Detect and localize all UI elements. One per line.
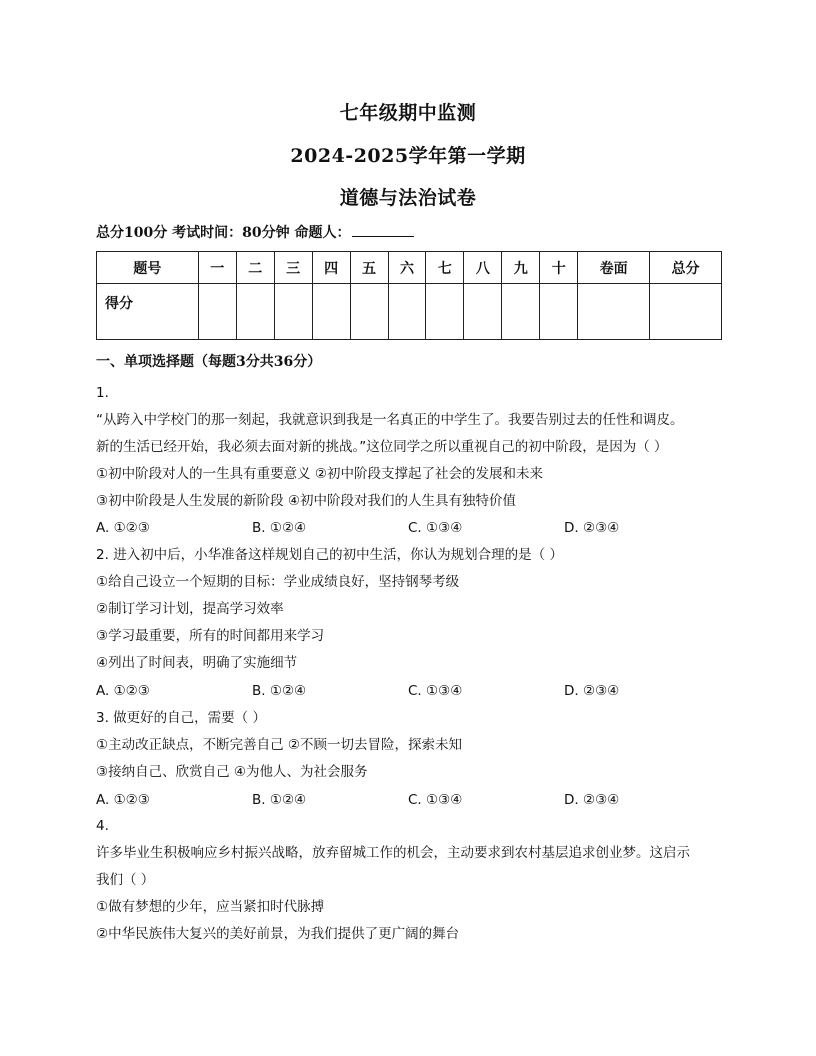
statement-line: ①初中阶段对人的一生具有重要意义 ②初中阶段支撑起了社会的发展和未来: [96, 466, 543, 482]
score-cell[interactable]: [464, 284, 502, 340]
header-cell: 题号: [97, 252, 199, 284]
header-cell: 四: [312, 252, 350, 284]
statement-line: ①给自己设立一个短期的目标：学业成绩良好，坚持钢琴考级: [96, 574, 460, 590]
question-text-line: 2. 进入初中后，小华准备这样规划自己的初中生活，你认为规划合理的是（ ）: [96, 547, 563, 563]
statement-line: ③接纳自己、欣赏自己 ④为他人、为社会服务: [96, 764, 368, 780]
option-b[interactable]: B. ①②④: [252, 520, 307, 536]
header-cell: 七: [426, 252, 464, 284]
score-cell[interactable]: [578, 284, 650, 340]
statement-line: ③学习最重要，所有的时间都用来学习: [96, 628, 325, 644]
option-a[interactable]: A. ①②③: [96, 683, 150, 699]
score-cell[interactable]: [274, 284, 312, 340]
question-number: 1.: [96, 385, 109, 401]
option-c[interactable]: C. ①③④: [408, 520, 463, 536]
option-a[interactable]: A. ①②③: [96, 520, 150, 536]
score-cell[interactable]: [502, 284, 540, 340]
header-cell: 二: [236, 252, 274, 284]
score-cell[interactable]: [312, 284, 350, 340]
score-cell[interactable]: [388, 284, 426, 340]
header-cell: 十: [540, 252, 578, 284]
question-text-line: 新的生活已经开始，我必须去面对新的挑战。”这位同学之所以重视自己的初中阶段，是因为（ ）: [96, 439, 668, 455]
header-cell: 一: [198, 252, 236, 284]
exam-meta: [96, 222, 414, 242]
score-table: [96, 251, 722, 340]
question-text-line: “从跨入中学校门的那一刻起，我就意识到我是一名真正的中学生了。我要告别过去的任性和调皮。: [96, 412, 684, 428]
option-a[interactable]: A. ①②③: [96, 792, 150, 808]
statement-line: ①做有梦想的少年，应当紧扣时代脉搏: [96, 899, 325, 915]
option-c[interactable]: C. ①③④: [408, 792, 463, 808]
exam-meta-text: 总分100分 考试时间：80分钟 命题人：: [96, 225, 351, 241]
score-table-header-row: [97, 252, 722, 284]
question-number: 4.: [96, 818, 109, 834]
score-cell[interactable]: [198, 284, 236, 340]
question-text-line: 许多毕业生积极响应乡村振兴战略，放弃留城工作的机会，主动要求到农村基层追求创业梦。这启示: [96, 845, 690, 861]
option-b[interactable]: B. ①②④: [252, 792, 307, 808]
option-d[interactable]: D. ②③④: [564, 520, 620, 536]
header-cell: 卷面: [578, 252, 650, 284]
score-cell[interactable]: [540, 284, 578, 340]
score-label: 得分: [97, 284, 199, 340]
option-d[interactable]: D. ②③④: [564, 683, 620, 699]
header-cell: 八: [464, 252, 502, 284]
title-term: 2024-2025学年第一学期: [290, 145, 526, 167]
header-cell: 九: [502, 252, 540, 284]
score-cell[interactable]: [350, 284, 388, 340]
section-heading: 一、单项选择题（每题3分共36分）: [96, 354, 322, 370]
score-cell[interactable]: [426, 284, 464, 340]
title-grade: 七年级期中监测: [339, 102, 477, 124]
statement-line: ②中华民族伟大复兴的美好前景，为我们提供了更广阔的舞台: [96, 926, 460, 942]
statement-line: ③初中阶段是人生发展的新阶段 ④初中阶段对我们的人生具有独特价值: [96, 493, 516, 509]
author-blank: [352, 223, 414, 237]
header-cell: 总分: [650, 252, 722, 284]
statement-line: ②制订学习计划，提高学习效率: [96, 601, 284, 617]
statement-line: ④列出了时间表，明确了实施细节: [96, 655, 298, 671]
option-c[interactable]: C. ①③④: [408, 683, 463, 699]
statement-line: ①主动改正缺点，不断完善自己 ②不顾一切去冒险，探索未知: [96, 737, 462, 753]
title-subject: 道德与法治试卷: [339, 187, 477, 209]
question-text-line: 我们（ ）: [96, 872, 155, 888]
question-text-line: 3. 做更好的自己，需要（ ）: [96, 710, 266, 726]
header-cell: 六: [388, 252, 426, 284]
score-cell[interactable]: [650, 284, 722, 340]
option-b[interactable]: B. ①②④: [252, 683, 307, 699]
header-cell: 三: [274, 252, 312, 284]
option-d[interactable]: D. ②③④: [564, 792, 620, 808]
score-cell[interactable]: [236, 284, 274, 340]
score-table-score-row: [97, 284, 722, 340]
header-cell: 五: [350, 252, 388, 284]
